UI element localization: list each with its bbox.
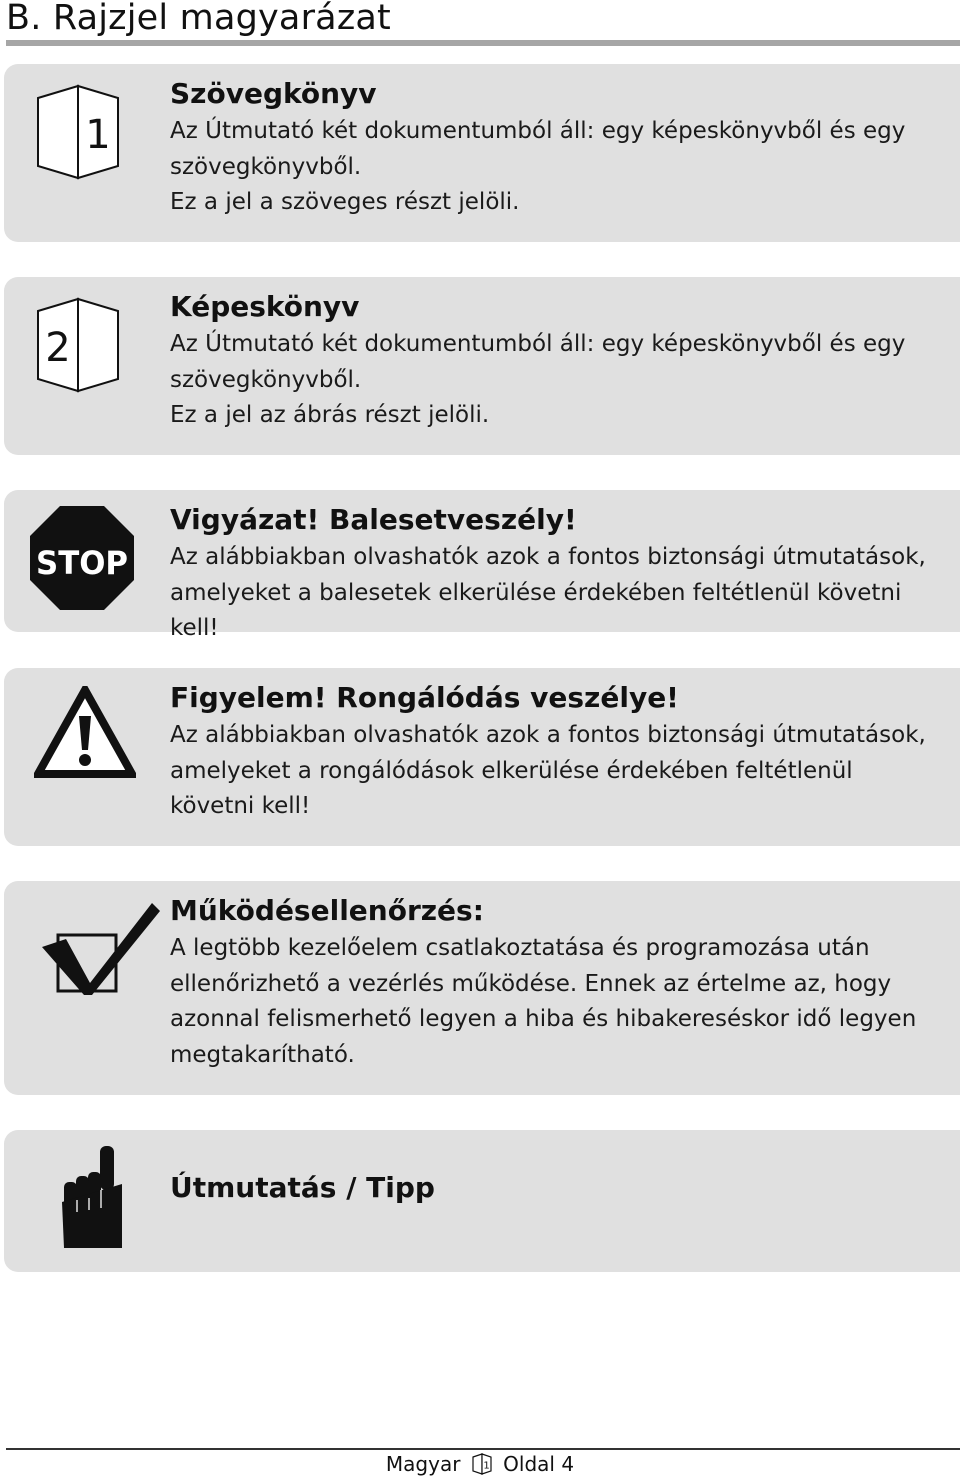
section-line: Ez a jel az ábrás részt jelöli.	[170, 402, 490, 428]
section-damage-warning	[4, 668, 960, 846]
section-tip	[4, 1130, 960, 1272]
page-footer	[0, 1450, 960, 1478]
section-line: Az alábbiakban olvashatók azok a fontos biztonsági útmutatások,	[170, 544, 926, 570]
pointing-hand-icon	[56, 1144, 128, 1250]
section-function-check	[4, 881, 960, 1095]
footer-page-number: Oldal 4	[503, 1452, 575, 1476]
section-picture-book	[4, 277, 960, 455]
book-page-2-icon	[32, 295, 128, 403]
section-text-book	[4, 64, 960, 242]
section-line: szövegkönyvből.	[170, 153, 362, 180]
section-line: ellenőrizhető a vezérlés működése. Ennek az értelme az, hogy	[170, 970, 892, 997]
page-title: B. Rajzjel magyarázat	[6, 0, 391, 38]
section-danger	[4, 490, 960, 641]
section-line: Az alábbiakban olvashatók azok a fontos biztonsági útmutatások,	[170, 722, 926, 748]
section-heading: Útmutatás / Tipp	[170, 1171, 435, 1204]
section-heading: Szövegkönyv	[170, 77, 377, 110]
section-heading: Működésellenőrzés:	[170, 894, 484, 927]
svg-text:1: 1	[483, 1460, 490, 1472]
book-page-1-icon	[32, 82, 128, 190]
section-line: Az Útmutató két dokumentumból áll: egy képeskönyvből és egy	[170, 118, 906, 144]
checkmark-box-icon	[36, 899, 164, 999]
footer-language: Magyar	[385, 1452, 461, 1476]
book-page-icon	[471, 1453, 493, 1475]
warning-triangle-icon	[34, 686, 136, 778]
section-heading: Vigyázat! Balesetveszély!	[170, 503, 577, 536]
section-line: Az Útmutató két dokumentumból áll: egy képeskönyvből és egy	[170, 331, 906, 357]
section-line: A legtöbb kezelőelem csatlakoztatása és programozása után	[170, 935, 870, 961]
section-line: Ez a jel a szöveges részt jelöli.	[170, 189, 520, 215]
section-line: amelyeket a rongálódások elkerülése érdekében feltétlenül	[170, 757, 853, 784]
svg-text:1: 1	[85, 112, 111, 158]
title-rule	[6, 40, 960, 46]
stop-sign-icon	[28, 504, 136, 612]
section-line: követni kell!	[170, 793, 311, 819]
section-heading: Képeskönyv	[170, 290, 360, 323]
section-line: megtakarítható.	[170, 1041, 355, 1068]
svg-text:STOP: STOP	[36, 544, 128, 582]
section-line: amelyeket a balesetek elkerülése érdekében feltétlenül követni kell!	[170, 579, 902, 641]
svg-text:2: 2	[45, 325, 71, 371]
section-line: szövegkönyvből.	[170, 366, 362, 393]
section-heading: Figyelem! Rongálódás veszélye!	[170, 681, 679, 714]
section-line: azonnal felismerhető legyen a hiba és hibakereséskor idő legyen	[170, 1006, 917, 1032]
